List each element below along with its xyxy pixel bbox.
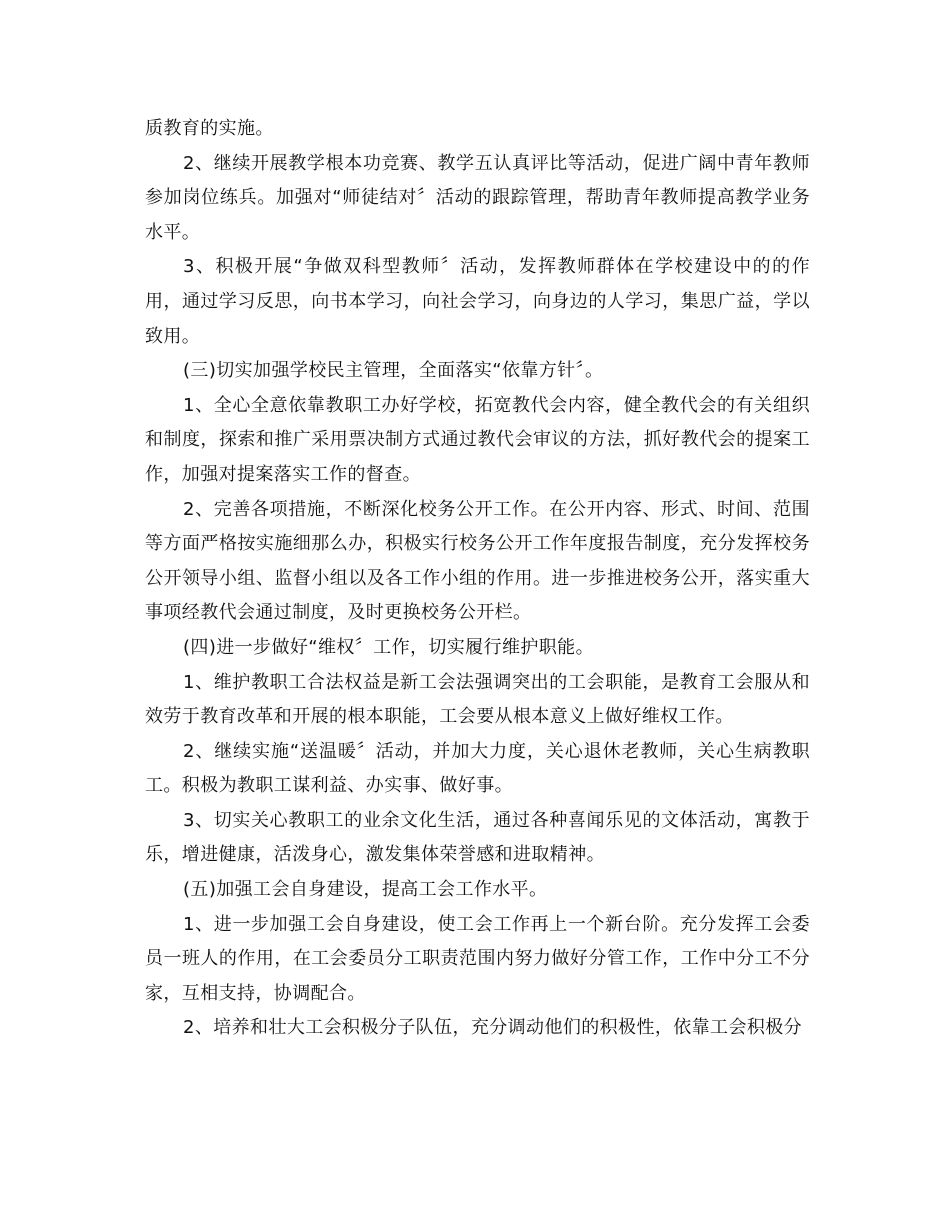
paragraph-4: 1、全心全意依靠教职工办好学校，拓宽教代会内容，健全教代会的有关组织和制度，探索和推广采用票决制方式通过教代会审议的方法，抓好教代会的提案工作，加强对提案落实工作的督查。 — [145, 394, 810, 485]
paragraph-1: 2、继续开展教学根本功竞赛、教学五认真评比等活动，促进广阔中青年教师参加岗位练兵。加强对“师徒结对〞活动的跟踪管理，帮助青年教师提高教学业务水平。 — [145, 152, 810, 243]
document-body — [145, 112, 810, 1046]
paragraph-11: 1、进一步加强工会自身建设，使工会工作再上一个新台阶。充分发挥工会委员一班人的作用，在工会委员分工职责范围内努力做好分管工作，工作中分工不分家，互相支持，协调配合。 — [145, 913, 810, 1004]
section-heading-5: (五)加强工会自身建设，提高工会工作水平。 — [183, 879, 548, 901]
paragraph-0: 质教育的实施。 — [145, 118, 274, 139]
paragraph-8: 2、继续实施“送温暖〞活动，并加大力度，关心退休老教师，关心生病教职工。积极为教职工谋利益、办实事、做好事。 — [145, 740, 810, 797]
paragraph-9: 3、切实关心教职工的业余文化生活，通过各种喜闻乐见的文体活动，寓教于乐，增进健康，活泼身心，激发集体荣誉感和进取精神。 — [145, 809, 810, 866]
section-heading-3: (三)切实加强学校民主管理，全面落实“依靠方针〞。 — [183, 360, 604, 382]
section-heading-4: (四)进一步做好“维权〞工作，切实履行维护职能。 — [183, 636, 594, 658]
paragraph-5: 2、完善各项措施，不断深化校务公开工作。在公开内容、形式、时间、范围等方面严格按实施细那么办，积极实行校务公开工作年度报告制度，充分发挥校务公开领导小组、监督小组以及各工作小组的作用。进一步推进校务公开，落实重大事项经教代会通过制度，及时更换校务公开栏。 — [145, 498, 810, 624]
paragraph-7: 1、维护教职工合法权益是新工会法强调突出的工会职能，是教育工会服从和效劳于教育改革和开展的根本职能，工会要从根本意义上做好维权工作。 — [145, 671, 810, 728]
paragraph-12: 2、培养和壮大工会积极分子队伍，充分调动他们的积极性，依靠工会积极分 — [183, 1017, 803, 1039]
paragraph-2: 3、积极开展“争做双科型教师〞活动，发挥教师群体在学校建设中的的作用，通过学习反思，向书本学习，向社会学习，向身边的人学习，集思广益，学以致用。 — [145, 256, 810, 347]
